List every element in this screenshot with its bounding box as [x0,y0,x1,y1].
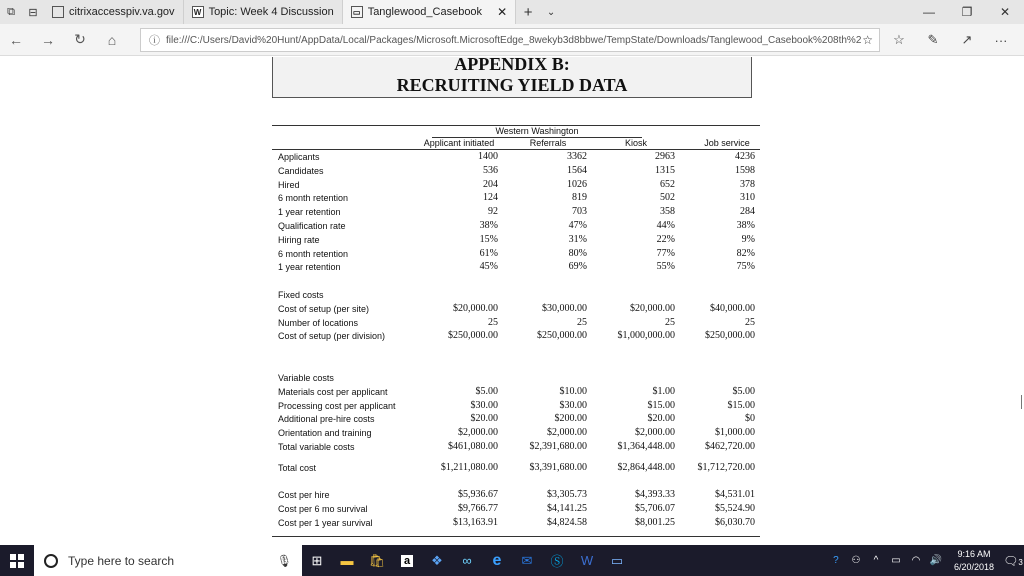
file-explorer-icon[interactable]: ▬ [340,553,354,568]
row-label: Total cost [278,463,317,473]
table-cell: $1,364,448.00 [617,441,675,452]
table-cell: $15.00 [647,399,675,411]
notification-icon[interactable]: 🗨3 [1003,553,1023,568]
table-cell: 1315 [655,164,675,176]
table-cell: $5.00 [475,385,498,397]
microphone-icon[interactable]: 🎙 [276,553,292,568]
w-logo-icon: W [192,6,204,18]
table-cell: 536 [483,164,498,176]
clock[interactable] [954,548,994,574]
group-header: Western Washington [495,126,579,136]
table-cell: $5,936.67 [458,489,498,500]
tab-tanglewood[interactable] [343,0,516,24]
store-icon[interactable]: 🛍 [368,552,386,568]
table-bottom-rule [272,536,760,537]
tab-label: citrixaccesspiv.va.gov [69,6,175,18]
table-cell: $4,141.25 [547,502,587,514]
url-text: file:///C:/Users/David%20Hunt/AppData/Local/Packages/Microsoft.MicrosoftEdge_8wekyb3d8bbwe/TempState/Downloads/Tanglewood_Casebook%208th%2 [166,34,862,46]
row-label: Hiring rate [278,234,320,245]
table-cell: $5,524.90 [715,502,755,514]
row-label: Number of locations [278,317,359,328]
chevron-up-icon[interactable]: ^ [873,555,879,566]
row-label: Total variable costs [278,442,355,452]
clock-date: 6/20/2018 [953,561,994,572]
table-cell: $1,000,000.00 [617,330,675,342]
table-cell: $15.00 [727,399,755,411]
table-cell: 652 [660,178,675,190]
windows-logo-icon [10,554,24,568]
monitor-app-icon[interactable]: ▭ [610,552,624,568]
table-cell: 284 [740,206,755,218]
table-cell: 310 [740,192,755,204]
table-cell: $5,706.07 [635,502,675,514]
row-label: Candidates [278,165,324,176]
forward-button[interactable]: → [41,31,55,48]
table-cell: $2,000.00 [547,427,587,439]
table-cell: $20,000.00 [630,302,675,314]
minimize-button[interactable]: — [923,5,935,19]
table-cell: 358 [660,206,675,218]
close-tab-icon[interactable]: ✕ [497,5,508,19]
amazon-icon[interactable]: a [392,545,422,576]
table-cell: 25 [577,316,587,328]
table-cell: 80% [568,247,587,259]
table-cell: $20,000.00 [453,302,498,314]
table-cell: $5.00 [732,385,755,397]
table-cell: $2,864,448.00 [617,462,675,473]
url-input[interactable] [140,28,880,52]
row-label: Cost per hire [278,490,330,500]
pdf-viewport[interactable] [0,57,1024,545]
pen-icon[interactable]: ✎ [927,32,939,47]
table-cell: 25 [745,316,755,328]
row-label: 1 year retention [278,207,341,218]
column-header: Referrals [529,138,567,148]
table-cell: 38% [479,220,498,231]
table-cell: $461,080.00 [448,441,498,452]
taskbar-search-input[interactable] [34,545,302,576]
window-controls [910,0,1024,24]
favorites-hub-icon[interactable]: ☆ [893,32,905,47]
row-label: Additional pre-hire costs [278,414,375,425]
info-icon[interactable]: ⓘ [149,35,160,47]
table-cell: 55% [656,261,675,273]
section-heading: Variable costs [278,373,334,383]
new-tab-button[interactable]: + [523,3,533,21]
address-bar-row [0,24,1024,56]
pdf-icon: ▭ [351,6,363,18]
home-button[interactable]: ⌂ [107,31,117,48]
row-label: Hired [278,179,300,190]
set-aside-tabs-icon[interactable]: ⧉ [7,5,15,18]
table-cell: 45% [479,261,498,273]
table-cell: $1,712,720.00 [697,462,755,473]
table-cell: 1564 [567,164,587,176]
edge-icon[interactable]: e [492,551,502,569]
section-heading: Fixed costs [278,290,324,300]
table-cell: $200.00 [554,413,587,425]
cortana-icon [44,554,58,568]
scrollbar-thumb[interactable] [1021,395,1022,409]
row-label: Qualification rate [278,221,346,231]
tab-bar [0,0,1024,24]
table-cell: 25 [488,316,498,328]
table-cell: $30.00 [559,399,587,411]
table-cell: 92 [488,206,498,218]
notification-count: 3 [1018,557,1023,567]
people-icon[interactable]: ⚇ [851,555,861,566]
table-cell: 819 [572,192,587,204]
table-cell: 77% [656,247,675,259]
table-cell: 82% [736,247,755,259]
table-cell: 1400 [478,151,498,162]
start-button[interactable] [0,545,34,576]
table-cell: $2,391,680.00 [529,441,587,452]
column-header: Kiosk [624,138,647,148]
volume-icon[interactable]: 🔊 [929,555,943,566]
table-cell: $3,391,680.00 [529,462,587,473]
table-cell: 4236 [735,151,755,162]
table-cell: 2963 [655,151,675,162]
table-cell: 22% [656,233,675,245]
share-icon[interactable]: ↗ [961,32,973,47]
table-cell: 75% [736,261,755,273]
clock-time: 9:16 AM [957,548,991,559]
toolbar-right [882,24,1018,56]
row-label: Processing cost per applicant [278,400,396,411]
table-cell: $40,000.00 [710,302,755,314]
row-label: Materials cost per applicant [278,386,388,397]
table-cell: 3362 [567,151,587,162]
table-cell: $3,305.73 [547,489,587,500]
table-cell: $6,030.70 [715,516,755,528]
table-cell: 31% [568,233,587,245]
table-cell: $1,000.00 [715,427,755,439]
chevron-down-icon[interactable]: ⌄ [546,6,556,18]
dropbox-icon[interactable]: ❖ [431,552,443,568]
word-icon[interactable]: W [580,553,594,568]
table-cell: 378 [740,178,755,190]
row-label: Cost per 6 mo survival [278,503,368,514]
appendix-title-line2: RECRUITING YIELD DATA [396,75,628,95]
tab-label: Tanglewood_Casebook [367,6,483,18]
column-header: Applicant initiated [423,138,495,148]
table-cell: 69% [568,261,587,273]
favorite-star-icon[interactable]: ☆ [862,33,873,47]
refresh-button[interactable]: ↻ [74,31,86,47]
row-label: Orientation and training [278,428,372,439]
table-cell: 703 [572,206,587,218]
table-cell: $2,000.00 [458,427,498,439]
table-cell: $2,000.00 [635,427,675,439]
table-cell: $30,000.00 [542,302,587,314]
table-cell: $4,393.33 [635,489,675,500]
table-cell: $9,766.77 [458,502,498,514]
search-placeholder: Type here to search [68,553,175,568]
table-cell: 47% [568,220,587,231]
tab-week4[interactable] [184,0,343,24]
table-cell: 1598 [735,164,755,176]
close-window-button[interactable]: ✕ [999,5,1011,19]
table-cell: $0 [745,413,755,425]
table-cell: $13,163.91 [453,516,498,528]
table-cell: $1.00 [652,385,675,397]
row-label: 6 month retention [278,248,349,259]
table-cell: $30.00 [470,399,498,411]
task-view-icon[interactable]: ⊞ [311,552,323,568]
table-cell: $8,001.25 [635,516,675,528]
row-label: Cost of setup (per site) [278,303,370,314]
skype-icon[interactable]: Ⓢ [550,554,564,569]
table-cell: $250,000.00 [448,330,498,342]
table-cell: 9% [741,233,755,245]
wifi-icon[interactable]: ◠ [911,555,921,566]
appendix-title-box [272,57,752,98]
table-cell: $20.00 [470,413,498,425]
table-cell: $20.00 [647,413,675,425]
tab-label: Topic: Week 4 Discussion [208,6,334,18]
table-cell: 204 [483,178,498,190]
table-cell: $4,824.58 [547,516,587,528]
battery-icon[interactable]: ▭ [891,555,901,566]
help-icon[interactable]: ? [833,555,839,566]
more-icon[interactable]: ··· [994,32,1008,48]
table-cell: $462,720.00 [705,441,755,452]
column-header: Job service [704,138,750,148]
table-cell: $4,531.01 [715,489,755,500]
outlook-icon[interactable]: ✉ [521,552,533,568]
taskbar [0,545,1024,576]
document-icon [52,6,64,18]
back-button[interactable]: ← [9,31,23,48]
table-cell: 1026 [567,178,587,190]
table-cell: 124 [483,192,498,204]
table-cell: 38% [736,220,755,231]
appendix-title-line1: APPENDIX B: [454,57,570,74]
tab-preview-icon[interactable]: ⊟ [28,6,38,19]
header-bottom-rule [272,149,760,150]
table-cell: $250,000.00 [705,330,755,342]
row-label: Cost of setup (per division) [278,331,386,342]
tab-citrix[interactable] [44,0,184,24]
table-cell: 15% [479,233,498,245]
recruiting-yield-table [272,125,760,541]
restore-button[interactable]: ❐ [961,5,973,19]
table-cell: $10.00 [559,385,587,397]
row-label: Cost per 1 year survival [278,517,373,528]
table-cell: $250,000.00 [537,330,587,342]
table-cell: 502 [660,192,675,204]
infinity-app-icon[interactable]: ∞ [462,553,472,568]
table-cell: 61% [479,247,498,259]
system-tray [826,545,1024,576]
table-cell: 25 [665,316,675,328]
row-label: 6 month retention [278,193,349,204]
row-label: Applicants [278,152,320,162]
row-label: 1 year retention [278,262,341,273]
table-cell: $1,211,080.00 [440,462,498,473]
table-cell: 44% [656,220,675,231]
